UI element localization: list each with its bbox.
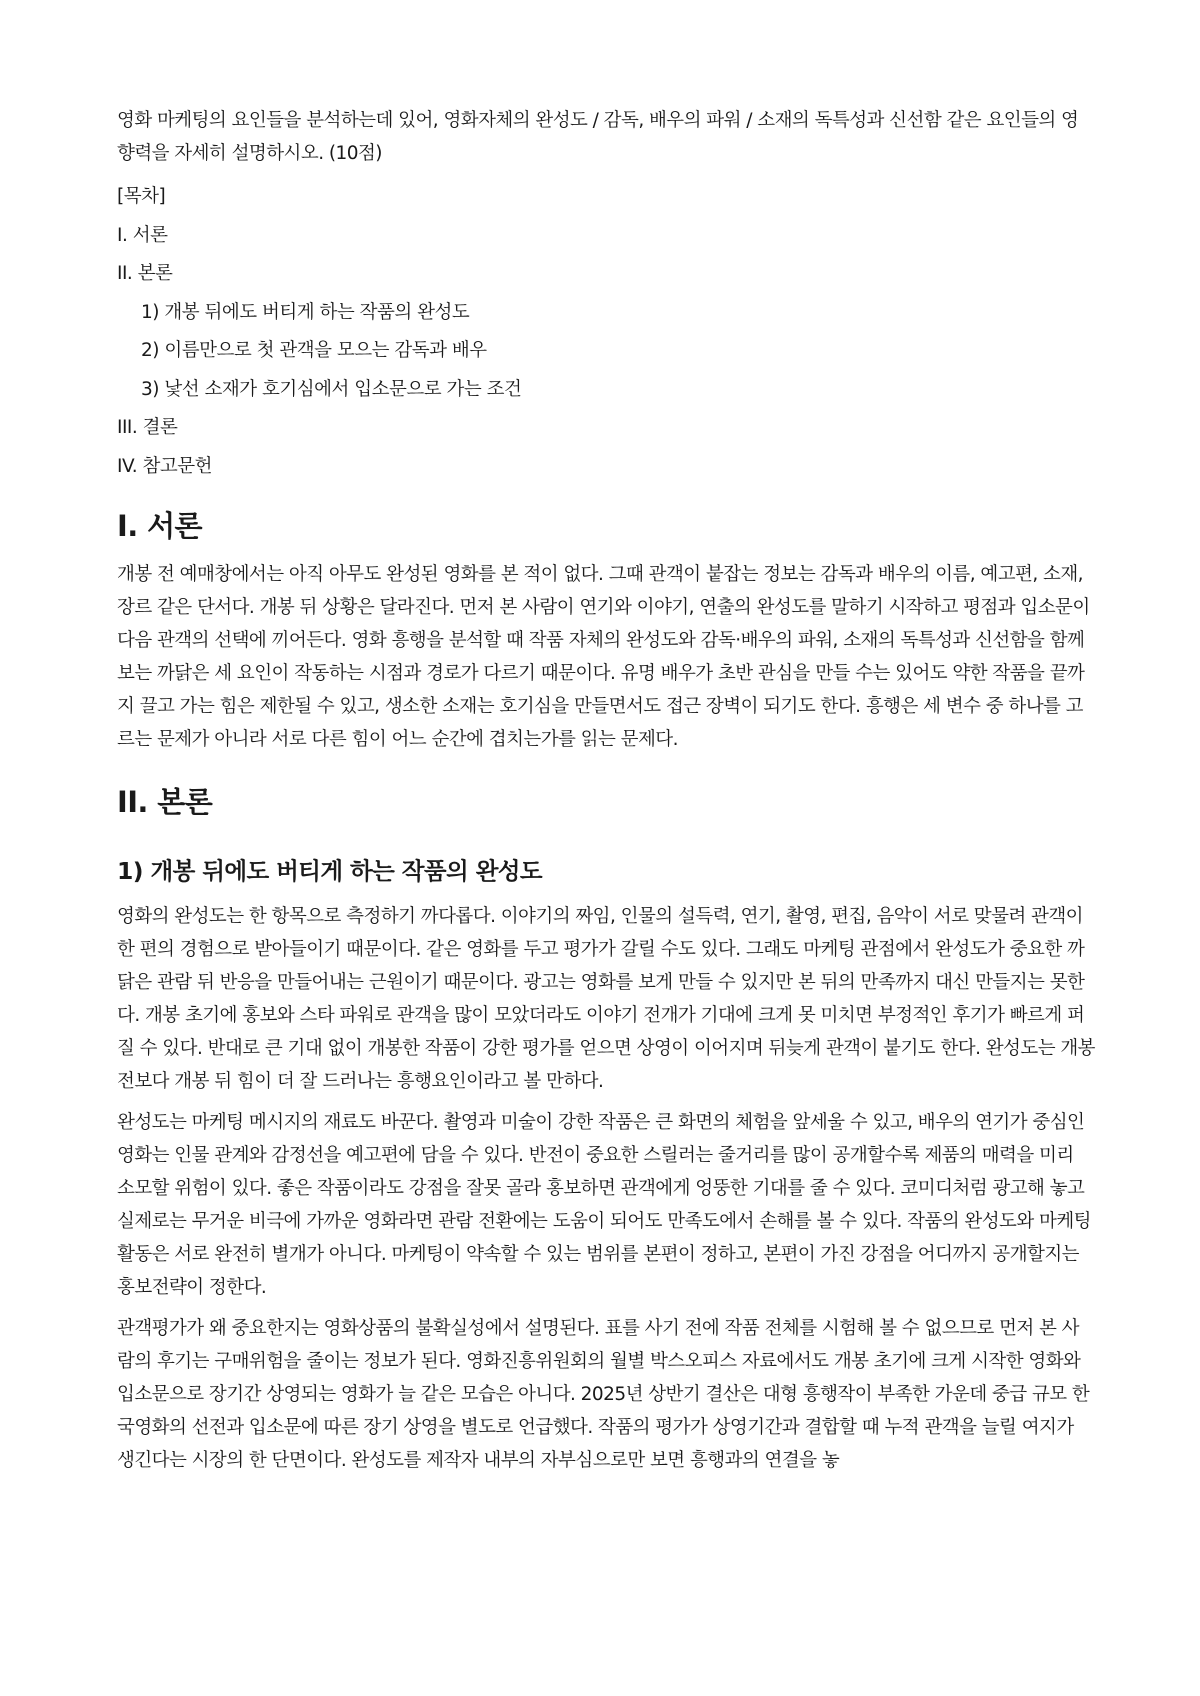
- toc-subitem-completeness: 1) 개봉 뒤에도 버티게 하는 작품의 완성도: [141, 301, 470, 323]
- body-heading: II. 본론: [117, 785, 213, 819]
- section-1-paragraph-1: 영화의 완성도는 한 항목으로 측정하기 까다롭다. 이야기의 짜임, 인물의 설득력, 연기, 촬영, 편집, 음악이 서로 맞물려 관객이 한 편의 경험으로 받아들이기 때문이다. 같은 영화를 두고 평가가 갈릴 수도 있다. 그래도 마케팅 관점에서 완성도가 중요한 까닭은 관람 뒤 반응을 만들어내는 근원이기 때문이다. 광고는 영화를 보게 만들 수 있지만 본 뒤의 만족까지 대신 만들지는 못한다. 개봉 초기에 홍보와 스타 파워로 관객을 많이 모았더라도 이야기 전개가 기대에 크게 못 미치면 부정적인 후기가 빠르게 퍼질 수 있다. 반대로 큰 기대 없이 개봉한 작품이 강한 평가를 얻으면 상영이 이어지며 뒤늦게 관객이 붙기도 한다. 완성도는 개봉 전보다 개봉 뒤 힘이 더 잘 드러나는 흥행요인이라고 볼 만하다.: [117, 906, 1095, 1092]
- toc-item-introduction: I. 서론: [117, 224, 168, 246]
- section-1-heading: 1) 개봉 뒤에도 버티게 하는 작품의 완성도: [117, 857, 542, 885]
- toc-item-body: II. 본론: [117, 263, 173, 284]
- toc-subitem-director-actor: 2) 이름만으로 첫 관객을 모으는 감독과 배우: [141, 340, 487, 361]
- introduction-heading: I. 서론: [117, 509, 202, 543]
- toc-title: [목차]: [117, 186, 166, 207]
- section-1-paragraph-2: 완성도는 마케팅 메시지의 재료도 바꾼다. 촬영과 미술이 강한 작품은 큰 화면의 체험을 앞세울 수 있고, 배우의 연기가 중심인 영화는 인물 관계와 감정선을 예고편에 담을 수 있다. 반전이 중요한 스릴러는 줄거리를 많이 공개할수록 제품의 매력을 미리 소모할 위험이 있다. 좋은 작품이라도 강점을 잘못 골라 홍보하면 관객에게 엉뚱한 기대를 줄 수 있다. 코미디처럼 광고해 놓고 실제로는 무거운 비극에 가까운 영화라면 관람 전환에는 도움이 되어도 만족도에서 손해를 볼 수 있다. 작품의 완성도와 마케팅 활동은 서로 완전히 별개가 아니다. 마케팅이 약속할 수 있는 범위를 본편이 정하고, 본편이 가진 강점을 어디까지 공개할지는 홍보전략이 정한다.: [117, 1112, 1091, 1298]
- toc-item-references: IV. 참고문헌: [117, 455, 212, 477]
- introduction-paragraph: 개봉 전 예매창에서는 아직 아무도 완성된 영화를 본 적이 없다. 그때 관객이 붙잡는 정보는 감독과 배우의 이름, 예고편, 소재, 장르 같은 단서다. 개봉 뒤 상황은 달라진다. 먼저 본 사람이 연기와 이야기, 연출의 완성도를 말하기 시작하고 평점과 입소문이 다음 관객의 선택에 끼어든다. 영화 흥행을 분석할 때 작품 자체의 완성도와 감독·배우의 파워, 소재의 독특성과 신선함을 함께 보는 까닭은 세 요인이 작동하는 시점과 경로가 다르기 때문이다. 유명 배우가 초반 관심을 만들 수는 있어도 약한 작품을 끝까지 끌고 가는 힘은 제한될 수 있고, 생소한 소재는 호기심을 만들면서도 접근 장벽이 되기도 한다. 흥행은 세 변수 중 하나를 고르는 문제가 아니라 서로 다른 힘이 어느 순간에 겹치는가를 읽는 문제다.: [117, 564, 1090, 750]
- toc-item-conclusion: III. 결론: [117, 417, 178, 438]
- assignment-question: 영화 마케팅의 요인들을 분석하는데 있어, 영화자체의 완성도 / 감독, 배우의 파워 / 소재의 독특성과 신선함 같은 요인들의 영향력을 자세히 설명하시오. (10점): [117, 110, 1079, 164]
- table-of-contents: [117, 178, 1095, 486]
- section-1-paragraph-3: 관객평가가 왜 중요한지는 영화상품의 불확실성에서 설명된다. 표를 사기 전에 작품 전체를 시험해 볼 수 없으므로 먼저 본 사람의 후기는 구매위험을 줄이는 정보가 된다. 영화진흥위원회의 월별 박스오피스 자료에서도 개봉 초기에 크게 시작한 영화와 입소문으로 장기간 상영되는 영화가 늘 같은 모습은 아니다. 2025년 상반기 결산은 대형 흥행작이 부족한 가운데 중급 규모 한국영화의 선전과 입소문에 따른 장기 상영을 별도로 언급했다. 작품의 평가가 상영기간과 결합할 때 누적 관객을 늘릴 여지가 생긴다는 시장의 한 단면이다. 완성도를 제작자 내부의 자부심으로만 보면 흥행과의 연결을 놓: [117, 1318, 1090, 1471]
- toc-subitem-subject-novelty: 3) 낯선 소재가 호기심에서 입소문으로 가는 조건: [141, 378, 522, 400]
